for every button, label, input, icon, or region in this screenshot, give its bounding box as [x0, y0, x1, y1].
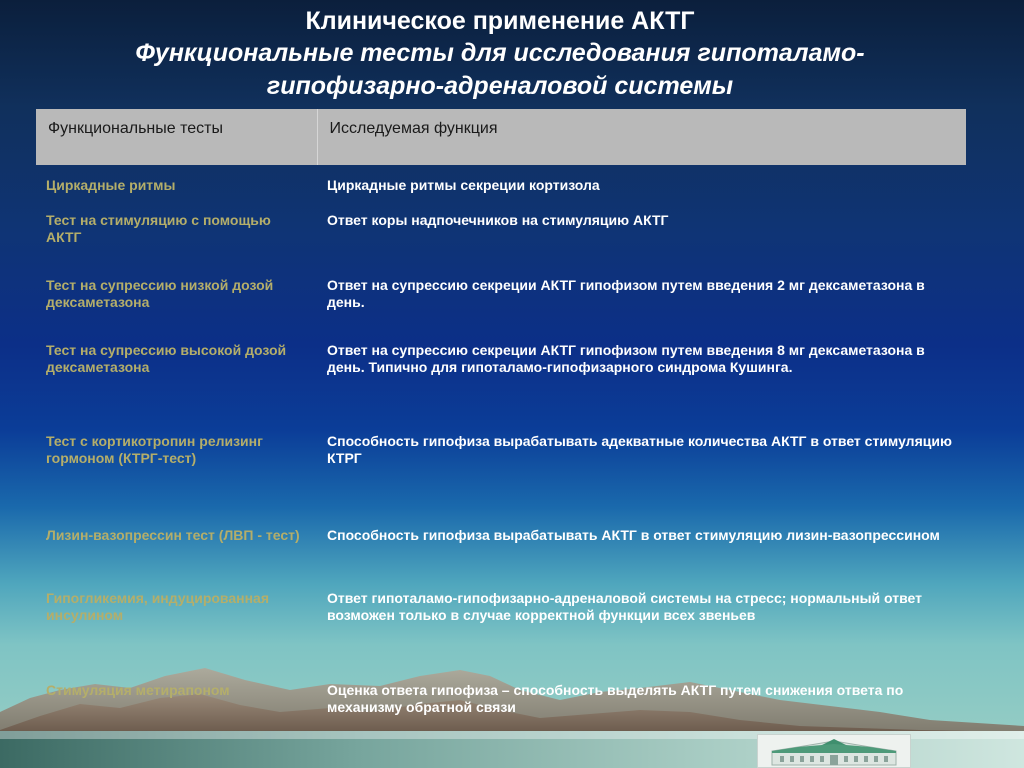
table-row — [36, 682, 966, 718]
building-logo — [757, 734, 911, 768]
table-row — [36, 433, 966, 527]
table-row — [36, 277, 966, 342]
test-name: Тест на супрессию низкой дозой дексаметазона — [46, 277, 274, 310]
table-header-row — [36, 109, 966, 165]
table-row — [36, 165, 966, 212]
test-function: Ответ на супрессию секреции АКТГ гипофизом путем введения 2 мг дексаметазона в день. — [327, 277, 925, 310]
table-row — [36, 590, 966, 682]
test-function: Способность гипофиза вырабатывать АКТГ в ответ стимуляцию лизин-вазопрессином — [327, 527, 940, 543]
slide-title — [0, 6, 1000, 103]
title-subtitle-line2: гипофизарно-адреналовой системы — [266, 72, 734, 100]
test-name: Тест на супрессию высокой дозой дексаметазона — [46, 342, 287, 375]
title-main: Клиническое применение АКТГ — [305, 7, 695, 35]
test-name: Стимуляция метирапоном — [46, 682, 230, 698]
functional-tests-table — [36, 109, 966, 718]
test-name: Тест с кортикотропин релизинг гормоном (КТРГ-тест) — [46, 433, 263, 466]
test-name: Циркадные ритмы — [46, 177, 176, 193]
test-name: Лизин-вазопрессин тест (ЛВП - тест) — [46, 527, 300, 543]
table-row — [36, 527, 966, 590]
test-name: Тест на стимуляцию с помощью АКТГ — [46, 212, 271, 245]
table-row — [36, 212, 966, 277]
header-tests: Функциональные тесты — [36, 109, 317, 165]
test-function: Оценка ответа гипофиза – способность выделять АКТГ путем снижения ответа по механизму обратной связи — [327, 682, 904, 715]
test-function: Ответ на супрессию секреции АКТГ гипофизом путем введения 8 мг дексаметазона в день. Типично для гипоталамо-гипофизарного синдрома Кушинга. — [327, 342, 925, 375]
table-row — [36, 342, 966, 433]
test-name: Гипогликемия, индуцированная инсулином — [46, 590, 270, 623]
building-icon — [758, 735, 910, 767]
title-subtitle-line1: Функциональные тесты для исследования гипоталамо- — [135, 39, 865, 67]
test-function: Ответ коры надпочечников на стимуляцию АКТГ — [327, 212, 669, 228]
test-function: Способность гипофиза вырабатывать адекватные количества АКТГ в ответ стимуляцию КТРГ — [327, 433, 952, 466]
test-function: Ответ гипоталамо-гипофизарно-адреналовой системы на стресс; нормальный ответ возможен только в случае корректной функции всех звеньев — [327, 590, 922, 623]
header-function: Исследуемая функция — [317, 109, 966, 165]
test-function: Циркадные ритмы секреции кортизола — [327, 177, 600, 193]
